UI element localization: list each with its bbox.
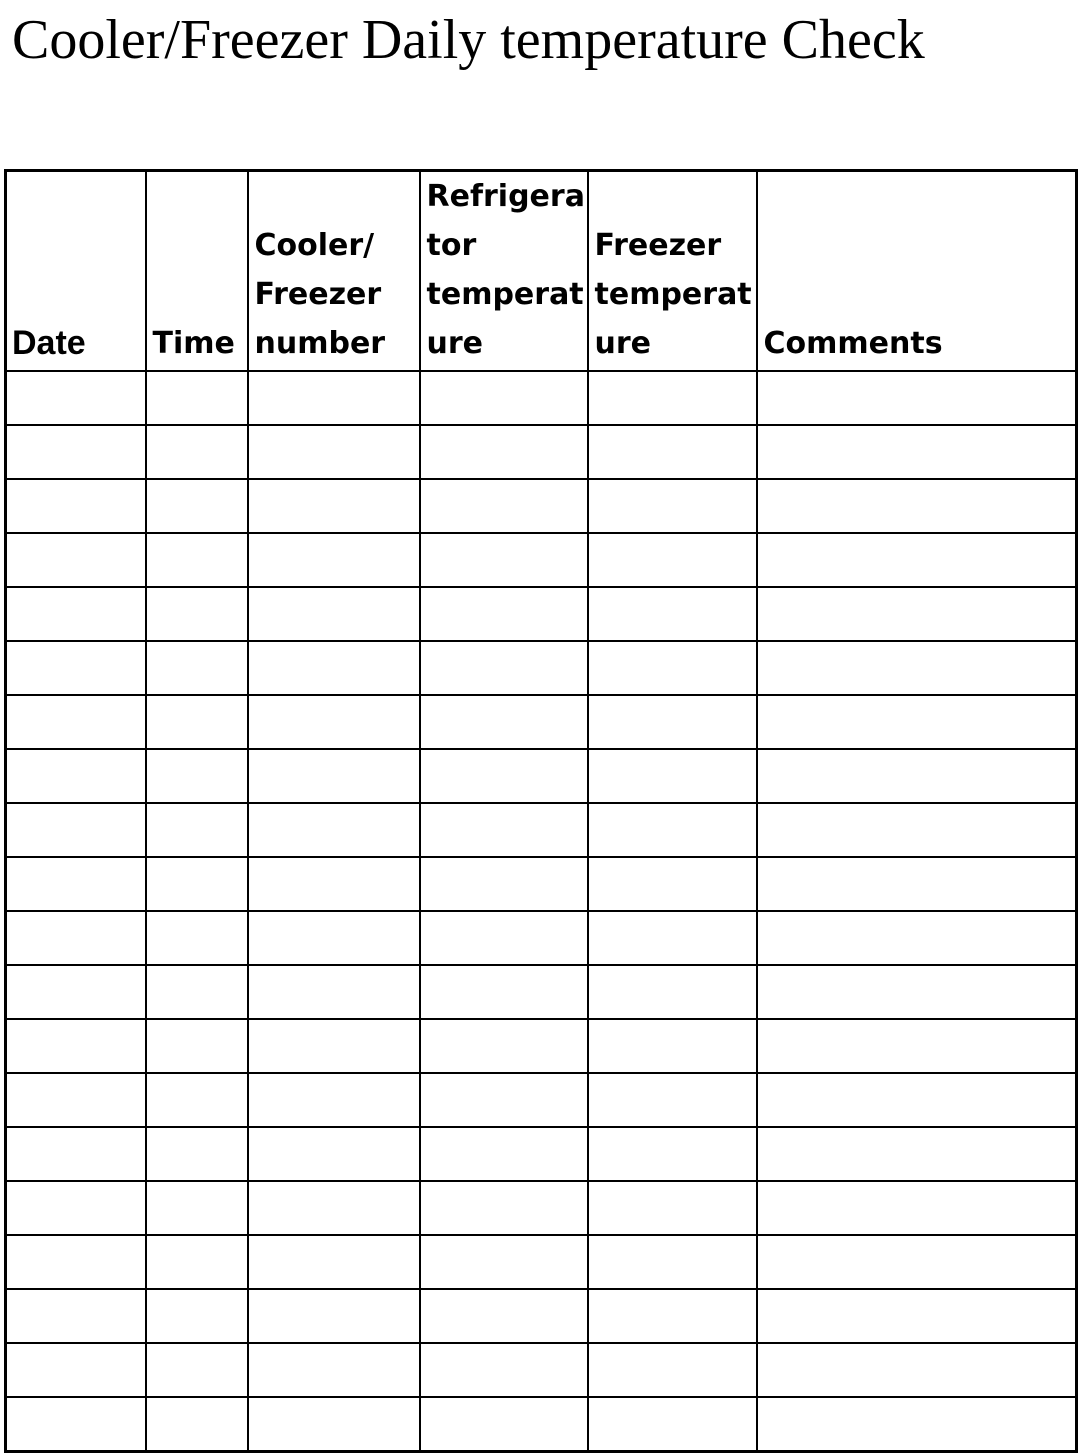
cell-time[interactable] xyxy=(146,1289,248,1343)
cell-time[interactable] xyxy=(146,1073,248,1127)
table-row xyxy=(6,749,1077,803)
cell-number[interactable] xyxy=(248,425,420,479)
cell-freezer-temp[interactable] xyxy=(588,1181,757,1235)
cell-refrigerator-temp[interactable] xyxy=(420,965,588,1019)
cell-date[interactable] xyxy=(6,1235,146,1289)
table-row xyxy=(6,587,1077,641)
cell-date[interactable] xyxy=(6,1019,146,1073)
cell-refrigerator-temp[interactable] xyxy=(420,1019,588,1073)
cell-comments[interactable] xyxy=(757,1397,1077,1451)
cell-date[interactable] xyxy=(6,749,146,803)
cell-time[interactable] xyxy=(146,695,248,749)
table-row xyxy=(6,1181,1077,1235)
cell-freezer-temp[interactable] xyxy=(588,479,757,533)
cell-number[interactable] xyxy=(248,1127,420,1181)
cell-number[interactable] xyxy=(248,1397,420,1451)
cell-number[interactable] xyxy=(248,695,420,749)
cell-comments[interactable] xyxy=(757,1289,1077,1343)
cell-date[interactable] xyxy=(6,803,146,857)
cell-time[interactable] xyxy=(146,911,248,965)
cell-number[interactable] xyxy=(248,1019,420,1073)
cell-time[interactable] xyxy=(146,1127,248,1181)
cell-comments[interactable] xyxy=(757,1127,1077,1181)
table-row xyxy=(6,1289,1077,1343)
cell-time[interactable] xyxy=(146,641,248,695)
cell-comments[interactable] xyxy=(757,371,1077,425)
cell-comments[interactable] xyxy=(757,911,1077,965)
cell-time[interactable] xyxy=(146,533,248,587)
cell-freezer-temp[interactable] xyxy=(588,1019,757,1073)
cell-time[interactable] xyxy=(146,1397,248,1451)
cell-freezer-temp[interactable] xyxy=(588,587,757,641)
cell-time[interactable] xyxy=(146,425,248,479)
cell-time[interactable] xyxy=(146,479,248,533)
cell-comments[interactable] xyxy=(757,965,1077,1019)
cell-date[interactable] xyxy=(6,1181,146,1235)
cell-freezer-temp[interactable] xyxy=(588,965,757,1019)
cell-date[interactable] xyxy=(6,425,146,479)
cell-freezer-temp[interactable] xyxy=(588,371,757,425)
cell-number[interactable] xyxy=(248,1289,420,1343)
cell-number[interactable] xyxy=(248,479,420,533)
cell-refrigerator-temp[interactable] xyxy=(420,1235,588,1289)
cell-refrigerator-temp[interactable] xyxy=(420,1397,588,1451)
cell-refrigerator-temp[interactable] xyxy=(420,749,588,803)
cell-refrigerator-temp[interactable] xyxy=(420,479,588,533)
table-row xyxy=(6,371,1077,425)
table-row xyxy=(6,641,1077,695)
table-row xyxy=(6,479,1077,533)
cell-time[interactable] xyxy=(146,1235,248,1289)
cell-refrigerator-temp[interactable] xyxy=(420,857,588,911)
cell-date[interactable] xyxy=(6,533,146,587)
cell-comments[interactable] xyxy=(757,857,1077,911)
cell-freezer-temp[interactable] xyxy=(588,1235,757,1289)
cell-number[interactable] xyxy=(248,1343,420,1397)
cell-date[interactable] xyxy=(6,857,146,911)
cell-refrigerator-temp[interactable] xyxy=(420,371,588,425)
table-body xyxy=(6,371,1077,1451)
cell-date[interactable] xyxy=(6,1073,146,1127)
cell-freezer-temp[interactable] xyxy=(588,857,757,911)
cell-freezer-temp[interactable] xyxy=(588,1127,757,1181)
column-header-refrigerator-temperature: Refrigera tor temperat ure xyxy=(420,171,588,372)
table-row xyxy=(6,1127,1077,1181)
cell-time[interactable] xyxy=(146,587,248,641)
cell-time[interactable] xyxy=(146,803,248,857)
cell-freezer-temp[interactable] xyxy=(588,425,757,479)
cell-comments[interactable] xyxy=(757,425,1077,479)
table-row xyxy=(6,425,1077,479)
cell-time[interactable] xyxy=(146,1343,248,1397)
cell-date[interactable] xyxy=(6,1127,146,1181)
cell-refrigerator-temp[interactable] xyxy=(420,587,588,641)
table-row xyxy=(6,1073,1077,1127)
cell-comments[interactable] xyxy=(757,803,1077,857)
cell-number[interactable] xyxy=(248,965,420,1019)
cell-number[interactable] xyxy=(248,587,420,641)
cell-date[interactable] xyxy=(6,911,146,965)
cell-date[interactable] xyxy=(6,965,146,1019)
cell-refrigerator-temp[interactable] xyxy=(420,641,588,695)
cell-refrigerator-temp[interactable] xyxy=(420,1073,588,1127)
cell-comments[interactable] xyxy=(757,479,1077,533)
cell-date[interactable] xyxy=(6,695,146,749)
cell-number[interactable] xyxy=(248,371,420,425)
cell-refrigerator-temp[interactable] xyxy=(420,425,588,479)
cell-comments[interactable] xyxy=(757,1019,1077,1073)
cell-refrigerator-temp[interactable] xyxy=(420,1181,588,1235)
cell-freezer-temp[interactable] xyxy=(588,1289,757,1343)
cell-date[interactable] xyxy=(6,479,146,533)
cell-refrigerator-temp[interactable] xyxy=(420,803,588,857)
table-row xyxy=(6,1397,1077,1451)
cell-time[interactable] xyxy=(146,749,248,803)
cell-refrigerator-temp[interactable] xyxy=(420,695,588,749)
cell-freezer-temp[interactable] xyxy=(588,695,757,749)
column-header-date: Date xyxy=(6,171,146,372)
cell-number[interactable] xyxy=(248,857,420,911)
cell-freezer-temp[interactable] xyxy=(588,1073,757,1127)
table-row xyxy=(6,1235,1077,1289)
table-row xyxy=(6,803,1077,857)
cell-freezer-temp[interactable] xyxy=(588,1397,757,1451)
cell-refrigerator-temp[interactable] xyxy=(420,1289,588,1343)
cell-comments[interactable] xyxy=(757,533,1077,587)
cell-refrigerator-temp[interactable] xyxy=(420,911,588,965)
cell-time[interactable] xyxy=(146,1019,248,1073)
header-row xyxy=(6,171,1077,372)
cell-number[interactable] xyxy=(248,533,420,587)
temperature-log-table xyxy=(4,169,1078,1453)
cell-number[interactable] xyxy=(248,641,420,695)
cell-date[interactable] xyxy=(6,1397,146,1451)
cell-freezer-temp[interactable] xyxy=(588,533,757,587)
cell-comments[interactable] xyxy=(757,1343,1077,1397)
column-header-comments: Comments xyxy=(757,171,1077,372)
cell-date[interactable] xyxy=(6,1343,146,1397)
cell-comments[interactable] xyxy=(757,695,1077,749)
table-row xyxy=(6,857,1077,911)
cell-comments[interactable] xyxy=(757,1181,1077,1235)
column-header-freezer-temperature: Freezer temperat ure xyxy=(588,171,757,372)
table-row xyxy=(6,1019,1077,1073)
cell-number[interactable] xyxy=(248,803,420,857)
cell-time[interactable] xyxy=(146,965,248,1019)
cell-freezer-temp[interactable] xyxy=(588,911,757,965)
cell-date[interactable] xyxy=(6,587,146,641)
cell-comments[interactable] xyxy=(757,749,1077,803)
table-row xyxy=(6,965,1077,1019)
cell-refrigerator-temp[interactable] xyxy=(420,533,588,587)
cell-number[interactable] xyxy=(248,911,420,965)
column-header-time: Time xyxy=(146,171,248,372)
page-title: Cooler/Freezer Daily temperature Check xyxy=(12,9,925,71)
cell-number[interactable] xyxy=(248,1181,420,1235)
cell-time[interactable] xyxy=(146,371,248,425)
table-row xyxy=(6,533,1077,587)
cell-number[interactable] xyxy=(248,1235,420,1289)
cell-time[interactable] xyxy=(146,1181,248,1235)
cell-time[interactable] xyxy=(146,857,248,911)
cell-date[interactable] xyxy=(6,371,146,425)
cell-freezer-temp[interactable] xyxy=(588,803,757,857)
table-row xyxy=(6,911,1077,965)
cell-number[interactable] xyxy=(248,1073,420,1127)
cell-number[interactable] xyxy=(248,749,420,803)
table-row xyxy=(6,695,1077,749)
cell-freezer-temp[interactable] xyxy=(588,641,757,695)
cell-date[interactable] xyxy=(6,641,146,695)
cell-comments[interactable] xyxy=(757,587,1077,641)
cell-comments[interactable] xyxy=(757,1073,1077,1127)
column-header-cooler-freezer-number: Cooler/ Freezer number xyxy=(248,171,420,372)
cell-comments[interactable] xyxy=(757,641,1077,695)
cell-refrigerator-temp[interactable] xyxy=(420,1343,588,1397)
cell-date[interactable] xyxy=(6,1289,146,1343)
table-row xyxy=(6,1343,1077,1397)
cell-freezer-temp[interactable] xyxy=(588,749,757,803)
cell-refrigerator-temp[interactable] xyxy=(420,1127,588,1181)
cell-comments[interactable] xyxy=(757,1235,1077,1289)
cell-freezer-temp[interactable] xyxy=(588,1343,757,1397)
